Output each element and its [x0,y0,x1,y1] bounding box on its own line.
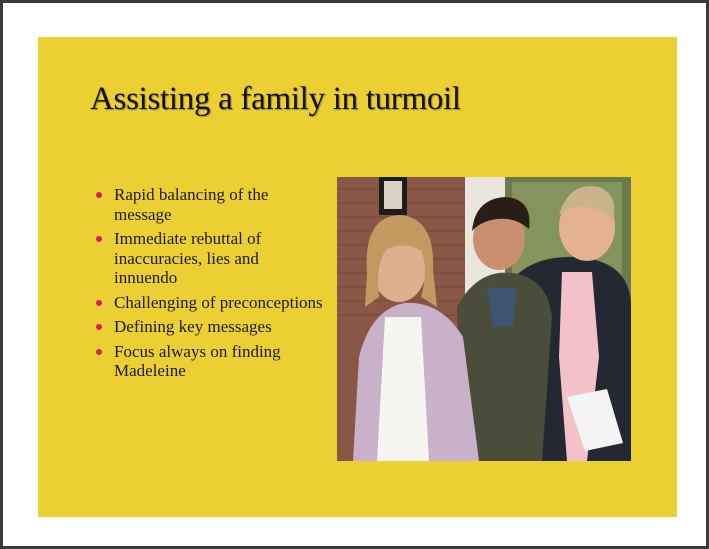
bullet-dot-icon [96,349,102,355]
bullet-list [94,185,324,386]
bullet-dot-icon [96,324,102,330]
bullet-item [94,185,324,224]
slide [38,37,677,517]
bullet-item [94,229,324,288]
bullet-dot-icon [96,192,102,198]
photo-three-people-icon [337,177,631,461]
bullet-item [94,317,324,337]
bullet-item [94,342,324,381]
slide-title: Assisting a family in turmoil [90,81,461,117]
bullet-text: Challenging of preconceptions [114,292,323,312]
bullet-item [94,293,324,313]
bullet-text: Defining key messages [114,317,272,336]
bullet-dot-icon [96,300,102,306]
bullet-text: Focus always on finding Madeleine [114,341,281,380]
bullet-dot-icon [96,236,102,242]
bullet-text: Immediate rebuttal of inaccuracies, lies and innuendo [114,229,262,287]
bullet-text: Rapid balancing of the message [114,185,269,224]
